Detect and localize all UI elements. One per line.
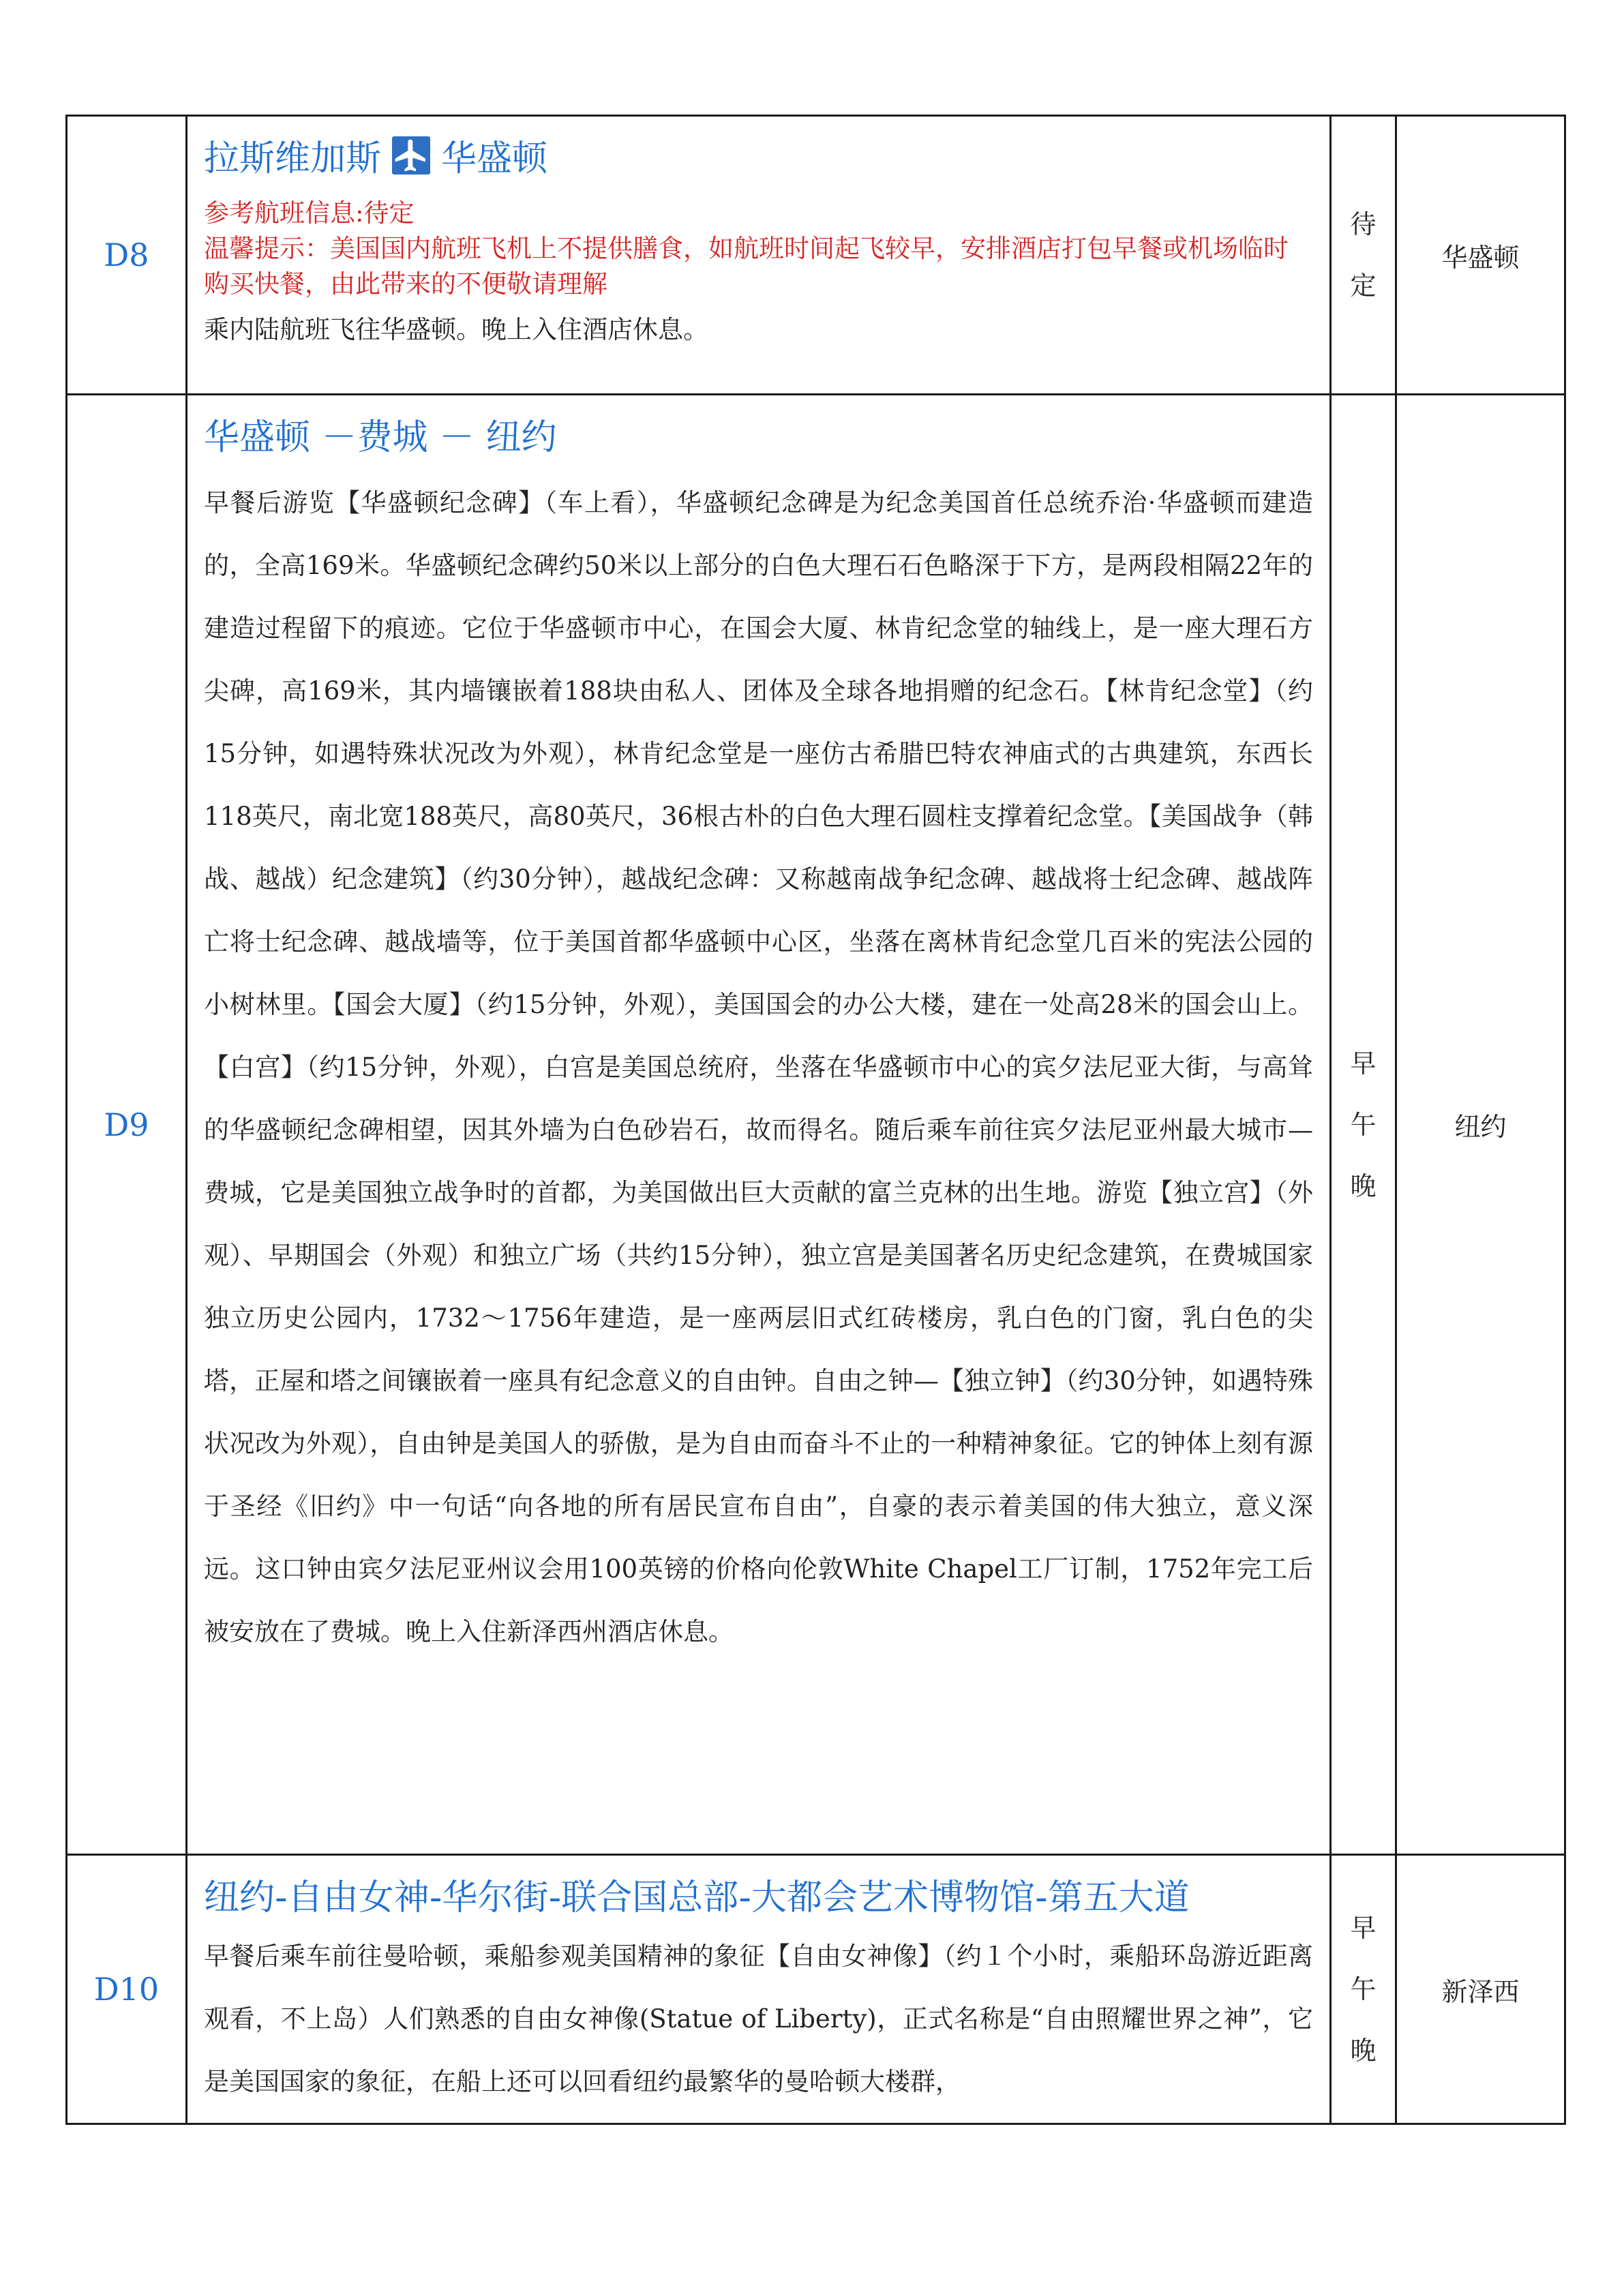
day-label: D8	[67, 116, 187, 395]
day-content	[187, 395, 1331, 1855]
meal-line: 早	[1350, 1048, 1377, 1078]
title-from: 拉斯维加斯	[204, 138, 382, 179]
meal-line: 待	[1350, 209, 1377, 239]
flight-info: 参考航班信息:待定	[204, 198, 415, 228]
day-description: 早餐后游览【华盛顿纪念碑】（车上看），华盛顿纪念碑是为纪念美国首任总统乔治·华盛顿而建造的，全高169米。华盛顿纪念碑约50米以上部分的白色大理石石色略深于下方，是两段相隔22年的建造过程留下的痕迹。它位于华盛顿市中心，在国会大厦、林肯纪念堂的轴线上，是一座大理石方尖碑，高169米，其内墙镶嵌着188块由私人、团体及全球各地捐赠的纪念石。【林肯纪念堂】（约15分钟，如遇特殊状况改为外观），林肯纪念堂是一座仿古希腊巴特农神庙式的古典建筑，东西长118英尺，南北宽188英尺，高80英尺，36根古朴的白色大理石圆柱支撑着纪念堂。【美国战争（韩战、越战）纪念建筑】（约30分钟），越战纪念碑：又称越南战争纪念碑、越战将士纪念碑、越战阵亡将士纪念碑、越战墙等，位于美国首都华盛顿中心区，坐落在离林肯纪念堂几百米的宪法公园的小树林里。【国会大厦】（约15分钟，外观），美国国会的办公大楼，建在一处高28米的国会山上。【白宫】（约15分钟，外观），白宫是美国总统府，坐落在华盛顿市中心的宾夕法尼亚大街，与高耸的华盛顿纪念碑相望，因其外墙为白色砂岩石，故而得名。随后乘车前往宾夕法尼亚州最大城市—费城，它是美国独立战争时的首都，为美国做出巨大贡献的富兰克林的出生地。游览【独立宫】（外观）、早期国会（外观）和独立广场（共约15分钟），独立宫是美国著名历史纪念建筑，在费城国家独立历史公园内，1732～1756年建造，是一座两层旧式红砖楼房，乳白色的门窗，乳白色的尖塔，正屋和塔之间镶嵌着一座具有纪念意义的自由钟。自由之钟—【独立钟】（约30分钟，如遇特殊状况改为外观），自由钟是美国人的骄傲，是为自由而奋斗不止的一种精神象征。它的钟体上刻有源于圣经《旧约》中一句话“向各地的所有居民宣布自由”，自豪的表示着美国的伟大独立，意义深远。这口钟由宾夕法尼亚州议会用100英镑的价格向伦敦White Chapel工厂订制，1752年完工后被安放在了费城。晚上入住新泽西州酒店休息。	[204, 488, 1313, 1646]
meals	[1331, 395, 1396, 1855]
meal-line: 午	[1350, 1109, 1377, 1140]
meal-line: 早	[1350, 1913, 1377, 1943]
meal-line: 晚	[1350, 2036, 1377, 2066]
day-title: 华盛顿 －费城 － 纽约	[204, 417, 557, 458]
day-content	[187, 1855, 1331, 2124]
itinerary-row-d10	[67, 1855, 1565, 2124]
day-label: D10	[67, 1855, 187, 2124]
meal-line: 晚	[1350, 1170, 1377, 1201]
hotel-city: 新泽西	[1396, 1855, 1565, 2124]
day-description: 乘内陆航班飞往华盛顿。晚上入住酒店休息。	[204, 315, 708, 344]
hotel-city: 华盛顿	[1396, 116, 1565, 395]
meals	[1331, 116, 1396, 395]
meals	[1331, 1855, 1396, 2124]
day-description: 早餐后乘车前往曼哈顿，乘船参观美国精神的象征【自由女神像】（约１个小时，乘船环岛游近距离观看，不上岛）人们熟悉的自由女神像(Statue of Liberty)，正式名称是“自由照耀世界之神”，它是美国国家的象征，在船上还可以回看纽约最繁华的曼哈顿大楼群，	[204, 1942, 1313, 2096]
meal-line: 定	[1350, 271, 1377, 301]
day-label: D9	[67, 395, 187, 1855]
day-title	[204, 132, 1313, 186]
hotel-city: 纽约	[1396, 395, 1565, 1855]
day-title: 纽约-自由女神-华尔街-联合国总部-大都会艺术博物馆-第五大道	[204, 1877, 1190, 1918]
day-content	[187, 116, 1331, 395]
itinerary-row-d9	[67, 395, 1565, 1855]
itinerary-row-d8	[67, 116, 1565, 395]
meal-line: 午	[1350, 1974, 1377, 2004]
itinerary-table	[65, 115, 1566, 2125]
title-to: 华盛顿	[441, 138, 548, 179]
airplane-icon	[392, 136, 430, 175]
warm-tip: 温馨提示：美国国内航班飞机上不提供膳食，如航班时间起飞较早，安排酒店打包早餐或机场临时购买快餐，由此带来的不便敬请理解	[204, 234, 1289, 299]
